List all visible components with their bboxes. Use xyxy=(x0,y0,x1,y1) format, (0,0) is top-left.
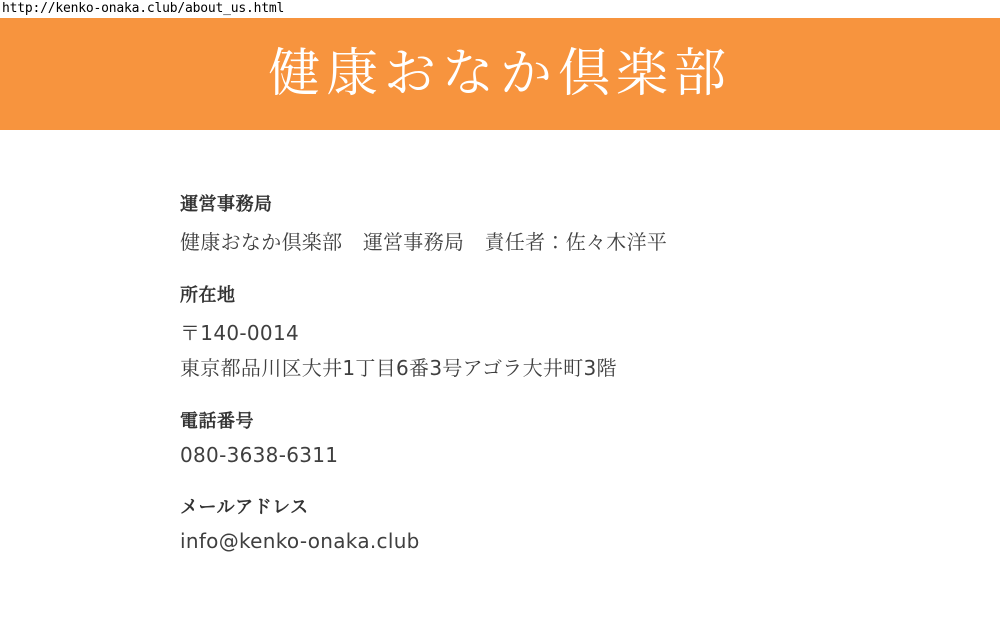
section-line: 080-3638-6311 xyxy=(180,443,339,467)
browser-url-bar[interactable]: http://kenko-onaka.club/about_us.html xyxy=(0,0,1000,18)
section-heading: 運営事務局 xyxy=(180,194,273,215)
section-line: 健康おなか倶楽部 運営事務局 責任者：佐々木洋平 xyxy=(180,230,668,254)
section-phone xyxy=(180,407,1000,467)
site-header-banner xyxy=(0,18,1000,130)
section-line: 東京都品川区大井1丁目6番3号アゴラ大井町3階 xyxy=(180,356,617,380)
section-heading: メールアドレス xyxy=(180,497,309,518)
email-address[interactable]: info@kenko-onaka.club xyxy=(180,529,420,553)
section-email xyxy=(180,493,1000,553)
section-office xyxy=(180,190,1000,255)
section-address xyxy=(180,281,1000,381)
site-title: 健康おなか倶楽部 xyxy=(267,44,732,104)
section-line: 〒140-0014 xyxy=(180,321,299,345)
main-content xyxy=(0,130,1000,553)
section-heading: 所在地 xyxy=(180,285,236,306)
section-heading: 電話番号 xyxy=(180,411,254,432)
